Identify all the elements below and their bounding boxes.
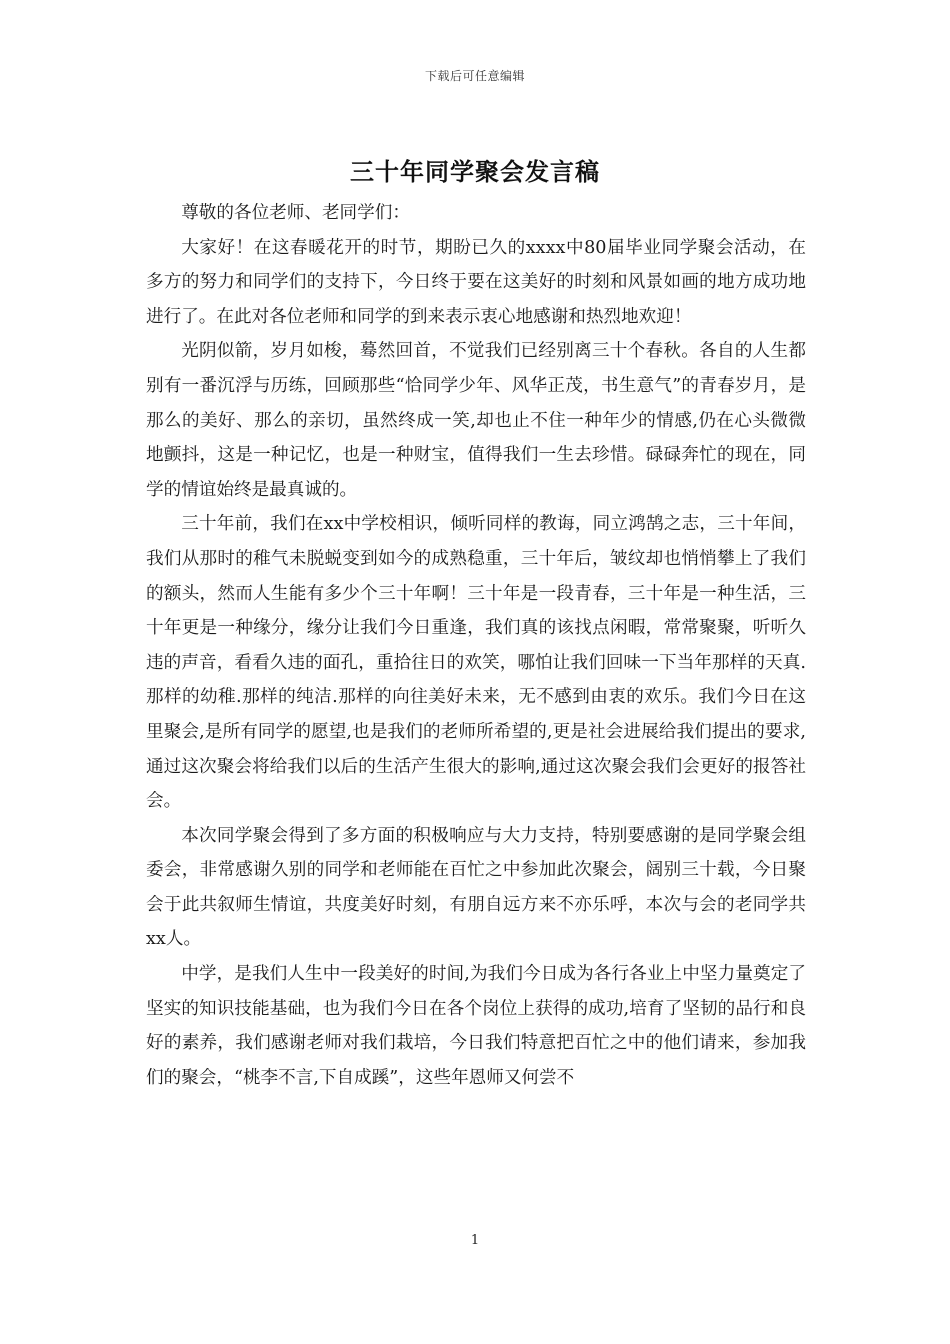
body-paragraph: 本次同学聚会得到了多方面的积极响应与大力支持，特别要感谢的是同学聚会组委会，非常感谢久别的同学和老师能在百忙之中参加此次聚会，阔别三十载，今日聚会于此共叙师生情谊，共度美好时刻，有朋自远方来不亦乐呼，本次与会的老同学共xx人。 xyxy=(146,825,806,950)
header-note: 下载后可任意编辑 xyxy=(424,69,525,83)
document-body xyxy=(146,196,806,1095)
document-title: 三十年同学聚会发言稿 xyxy=(350,157,600,186)
salutation-paragraph: 尊敬的各位老师、老同学们： xyxy=(181,203,410,223)
page-number: 1 xyxy=(470,1233,480,1248)
body-paragraph: 大家好！在这春暖花开的时节，期盼已久的xxxx中80届毕业同学聚会活动，在多方的努力和同学们的支持下，今日终于要在这美好的时刻和风景如画的地方成功地进行了。在此对各位老师和同学的到来表示衷心地感谢和热烈地欢迎！ xyxy=(146,237,806,327)
body-paragraph: 中学，是我们人生中一段美好的时间,为我们今日成为各行各业上中坚力量奠定了坚实的知识技能基础，也为我们今日在各个岗位上获得的成功,培育了坚韧的品行和良好的素养，我们感谢老师对我们栽培，今日我们特意把百忙之中的他们请来，参加我们的聚会，“桃李不言,下自成蹊”，这些年恩师又何尝不 xyxy=(146,964,806,1088)
body-paragraph: 三十年前，我们在xx中学校相识，倾听同样的教诲，同立鸿鹄之志，三十年间，我们从那时的稚气未脱蜕变到如今的成熟稳重，三十年后，皱纹却也悄悄攀上了我们的额头，然而人生能有多少个三十年啊！三十年是一段青春，三十年是一种生活，三十年更是一种缘分，缘分让我们今日重逢，我们真的该找点闲暇，常常聚聚，听听久违的声音，看看久违的面孔，重拾往日的欢笑，哪怕让我们回味一下当年那样的天真.那样的幼稚.那样的纯洁.那样的向往美好未来，无不感到由衷的欢乐。我们今日在这里聚会,是所有同学的愿望,也是我们的老师所希望的,更是社会进展给我们提出的要求,通过这次聚会将给我们以后的生活产生很大的影响,通过这次聚会我们会更好的报答社会。 xyxy=(146,514,806,812)
body-paragraph: 光阴似箭，岁月如梭，蓦然回首，不觉我们已经别离三十个春秋。各自的人生都别有一番沉浮与历练，回顾那些“恰同学少年、风华正茂，书生意气”的青春岁月，是那么的美好、那么的亲切，虽然终成一笑,却也止不住一种年少的情感,仍在心头微微地颤抖，这是一种记忆，也是一种财宝，值得我们一生去珍惜。碌碌奔忙的现在，同学的情谊始终是最真诚的。 xyxy=(146,341,806,500)
